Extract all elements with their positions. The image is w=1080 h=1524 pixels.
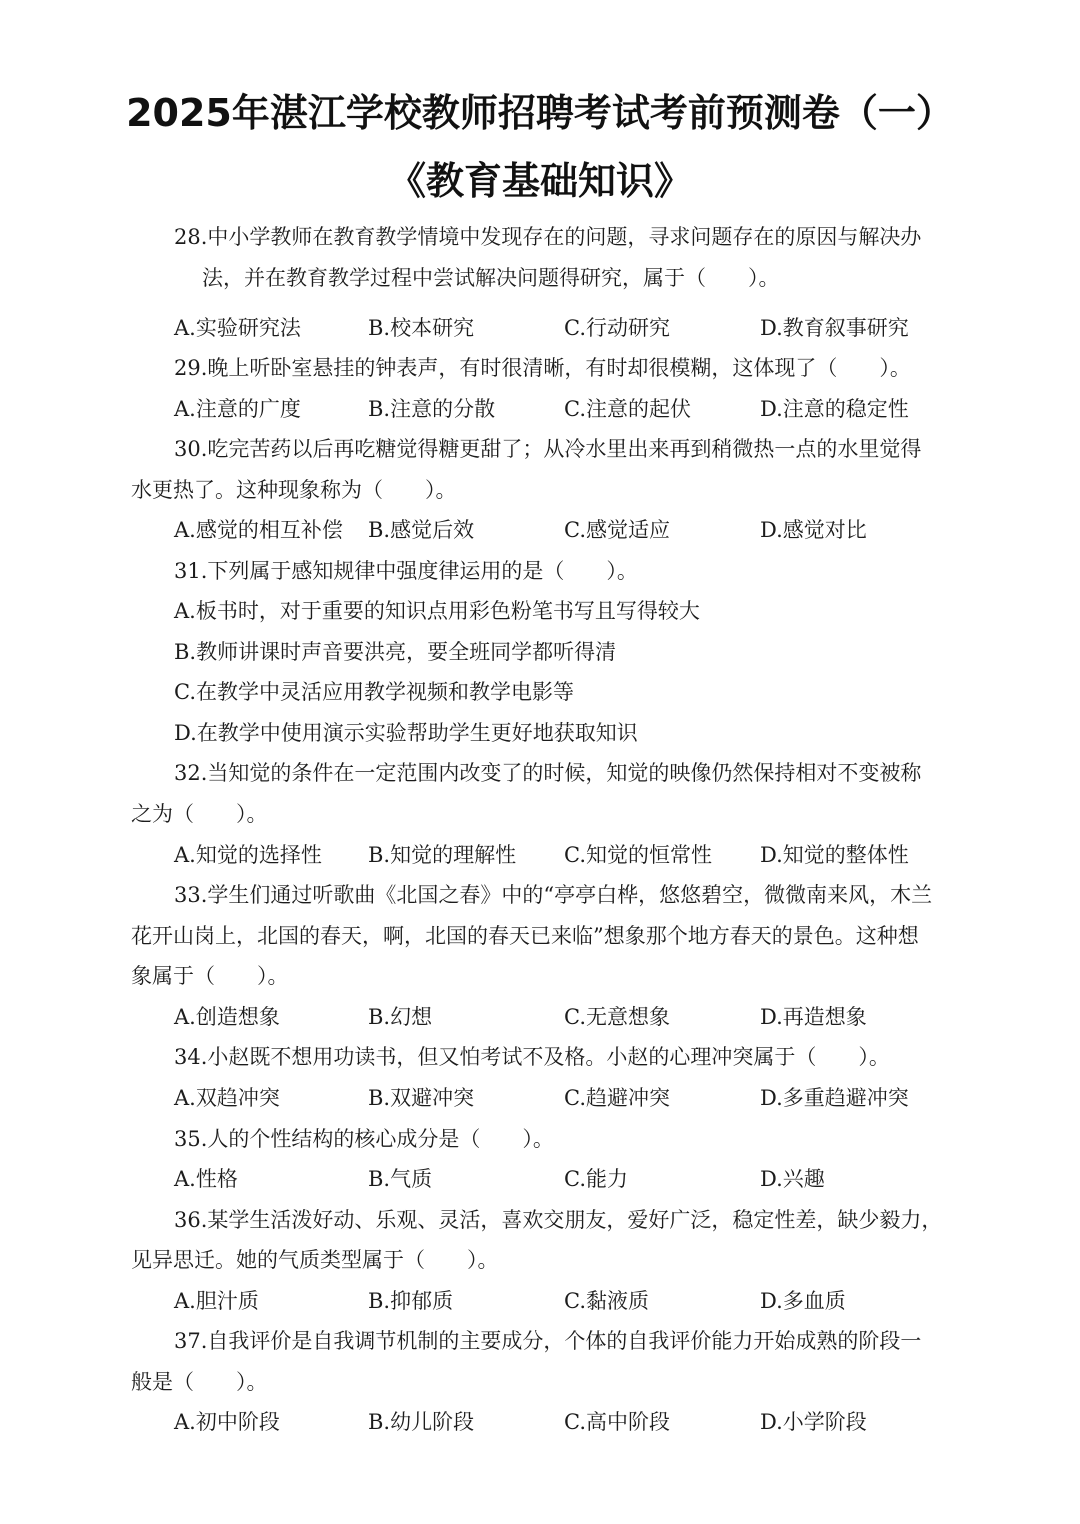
question-31-option-c: C.在教学中灵活应用教学视频和教学电影等 (174, 680, 574, 704)
question-32-option-d: D.知觉的整体性 (760, 843, 909, 867)
question-28-option-b: B.校本研究 (368, 316, 475, 340)
question-32-stem-line-1: 32.当知觉的条件在一定范围内改变了的时候，知觉的映像仍然保持相对不变被称 (174, 761, 922, 785)
question-35-option-a: A.性格 (174, 1167, 238, 1191)
question-29-option-d: D.注意的稳定性 (760, 397, 909, 421)
question-34-option-b: B.双避冲突 (368, 1086, 475, 1110)
question-28-option-a: A.实验研究法 (174, 316, 301, 340)
question-36-option-a: A.胆汁质 (174, 1289, 259, 1313)
question-33-stem-line-3: 象属于（ ）。 (131, 964, 289, 988)
question-30-option-d: D.感觉对比 (760, 518, 867, 542)
question-31-option-a: A.板书时，对于重要的知识点用彩色粉笔书写且写得较大 (174, 599, 700, 623)
question-32-option-b: B.知觉的理解性 (368, 843, 517, 867)
page-title: 2025年湛江学校教师招聘考试考前预测卷（一） (126, 91, 954, 135)
question-37-option-b: B.幼儿阶段 (368, 1410, 475, 1434)
question-37-stem-line-2: 般是（ ）。 (131, 1370, 268, 1394)
page-subtitle: 《教育基础知识》 (387, 159, 692, 203)
question-29-option-c: C.注意的起伏 (564, 397, 691, 421)
question-33-stem-line-1: 33.学生们通过听歌曲《北国之春》中的“亭亭白桦，悠悠碧空，微微南来风，木兰 (174, 883, 933, 907)
question-37-option-c: C.高中阶段 (564, 1410, 670, 1434)
question-35-option-b: B.气质 (368, 1167, 433, 1191)
question-34-option-a: A.双趋冲突 (174, 1086, 280, 1110)
question-32-option-a: A.知觉的选择性 (174, 843, 322, 867)
question-30-stem-line-2: 水更热了。这种现象称为（ ）。 (131, 478, 457, 502)
question-29-option-b: B.注意的分散 (368, 397, 496, 421)
question-29-stem-line-1: 29.晚上听卧室悬挂的钟表声，有时很清晰，有时却很模糊，这体现了（ ）。 (174, 356, 911, 380)
question-33-option-b: B.幻想 (368, 1005, 433, 1029)
question-31-option-b: B.教师讲课时声音要洪亮，要全班同学都听得清 (174, 640, 617, 664)
question-37-option-a: A.初中阶段 (174, 1410, 280, 1434)
question-28-option-d: D.教育叙事研究 (760, 316, 909, 340)
question-30-option-b: B.感觉后效 (368, 518, 475, 542)
question-37-stem-line-1: 37.自我评价是自我调节机制的主要成分，个体的自我评价能力开始成熟的阶段一 (174, 1329, 922, 1353)
question-28-stem-line-2: 法，并在教育教学过程中尝试解决问题得研究，属于（ ）。 (202, 266, 780, 290)
question-30-option-a: A.感觉的相互补偿 (174, 518, 343, 542)
question-35-option-d: D.兴趣 (760, 1167, 825, 1191)
question-34-stem-line-1: 34.小赵既不想用功读书，但又怕考试不及格。小赵的心理冲突属于（ ）。 (174, 1045, 890, 1069)
question-33-stem-line-2: 花开山岗上，北国的春天，啊，北国的春天已来临”想象那个地方春天的景色。这种想 (131, 924, 919, 948)
question-36-option-c: C.黏液质 (564, 1289, 649, 1313)
question-30-stem-line-1: 30.吃完苦药以后再吃糖觉得糖更甜了；从冷水里出来再到稍微热一点的水里觉得 (174, 437, 922, 461)
question-31-stem-line-1: 31.下列属于感知规律中强度律运用的是（ ）。 (174, 559, 638, 583)
question-37-option-d: D.小学阶段 (760, 1410, 867, 1434)
question-32-stem-line-2: 之为（ ）。 (131, 802, 268, 826)
question-31-option-d: D.在教学中使用演示实验帮助学生更好地获取知识 (174, 721, 638, 745)
question-36-stem-line-1: 36.某学生活泼好动、乐观、灵活，喜欢交朋友，爱好广泛，稳定性差，缺少毅力， (174, 1208, 943, 1232)
question-33-option-a: A.创造想象 (174, 1005, 280, 1029)
question-28-option-c: C.行动研究 (564, 316, 670, 340)
question-32-option-c: C.知觉的恒常性 (564, 843, 712, 867)
question-33-option-c: C.无意想象 (564, 1005, 670, 1029)
question-28-stem-line-1: 28.中小学教师在教育教学情境中发现存在的问题，寻求问题存在的原因与解决办 (174, 225, 922, 249)
question-34-option-c: C.趋避冲突 (564, 1086, 670, 1110)
question-35-option-c: C.能力 (564, 1167, 628, 1191)
question-33-option-d: D.再造想象 (760, 1005, 867, 1029)
question-34-option-d: D.多重趋避冲突 (760, 1086, 909, 1110)
question-29-option-a: A.注意的广度 (174, 397, 301, 421)
question-30-option-c: C.感觉适应 (564, 518, 670, 542)
question-36-option-d: D.多血质 (760, 1289, 846, 1313)
question-35-stem-line-1: 35.人的个性结构的核心成分是（ ）。 (174, 1127, 554, 1151)
question-36-option-b: B.抑郁质 (368, 1289, 454, 1313)
question-36-stem-line-2: 见异思迁。她的气质类型属于（ ）。 (131, 1248, 499, 1272)
